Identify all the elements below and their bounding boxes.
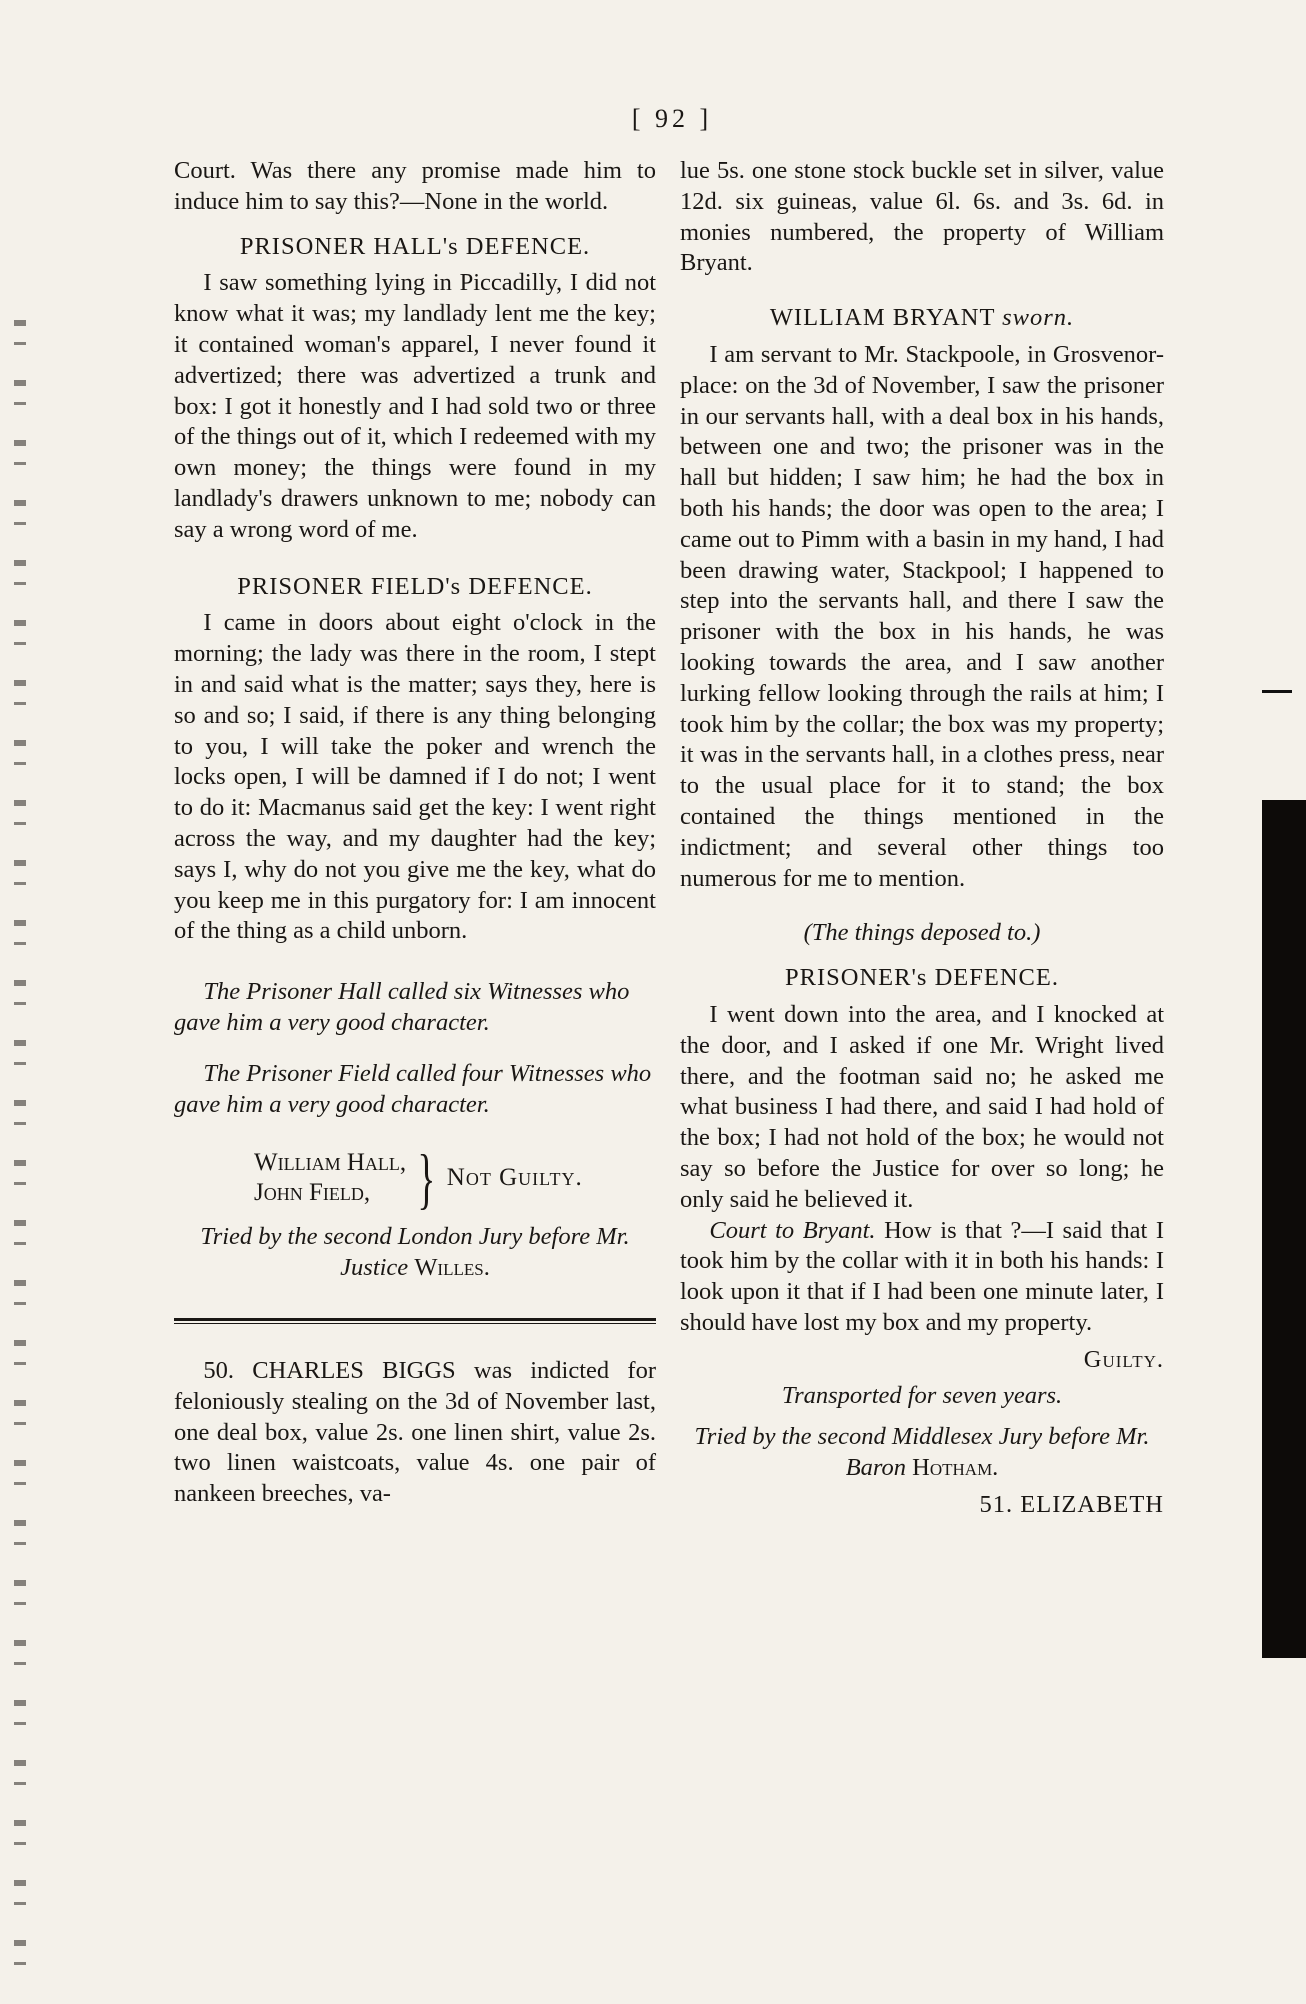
right-column — [680, 156, 1164, 1521]
left-column — [174, 156, 656, 1510]
judge-name: Willes. — [414, 1254, 490, 1282]
court-to-bryant-text: How is that ?—I said that I took him by the collar with it in both his hands: I look upon it that if I had been one minute later, I should have lost my box and my property. — [680, 1216, 1165, 1336]
witness-name: WILLIAM BRYANT — [769, 304, 996, 332]
defendant-name: John Field, — [254, 1179, 371, 1207]
defendant-names — [254, 1148, 406, 1208]
field-witnesses-note: The Prisoner Field called four Witnesses who gave him a very good character. — [174, 1059, 652, 1118]
trial-line: Tried by the second London Jury before Mr. — [200, 1223, 630, 1251]
field-defence-text: I came in doors about eight o'clock in the morning; the lady was there in the room, I stept in and said what is the matter; says they, here is so and so; I said, if there is any thing belonging to you, I will take the poker and wrench the locks open, I will be damned if I do not; I went to do it: Macmanus said get the key: I went right across the way, and my daughter had the key; says I, why do not you give me the key, what do you keep me in this purgatory for: I am innocent of the thing as a child unborn. — [174, 609, 656, 945]
court-question: Court. Was there any promise made him to induce him to say this?—None in the world. — [174, 157, 656, 215]
catchword: 51. ELIZABETH — [979, 1490, 1164, 1518]
hall-defence-heading: PRISONER HALL's DEFENCE. — [239, 232, 591, 260]
court-to-bryant — [680, 1216, 1164, 1339]
defendant-name: William Hall, — [254, 1149, 407, 1177]
verdict-block — [254, 1140, 656, 1217]
sentence: Transported for seven years. — [781, 1382, 1063, 1410]
witness-testimony: I am servant to Mr. Stackpoole, in Grosvenor-place: on the 3d of November, I saw the prisoner in our servants hall, with a deal box in his hands, between one and two; the prisoner was in the hall but hidden; I saw him; he had the box in both his hands; the door was open to the area; I came out to Pimm with a basin in my hand, I had been drawing water, Stackpool; I happened to step into the servants hall, and there I saw the prisoner with the box in his hands, he was looking towards the area, and I saw another lurking fellow looking through the rails at him; I took him by the collar; the box was my property; it was in the servants hall, in a clothes press, near to the usual place for it to stand; the box contained the things mentioned in the indictment; and several other things too numerous for me to mention. — [680, 340, 1164, 892]
page-number: [ 92 ] — [631, 104, 713, 133]
case-50-text: 50. CHARLES BIGGS was indicted for feloniously stealing on the 3d of November last, one deal box, value 2s. one linen shirt, value 2s. two linen waistcoats, value 4s. one pair of nankeen breeches, va- — [174, 1356, 656, 1508]
trial-line-judge — [174, 1253, 656, 1284]
prisoner-defence-text: I went down into the area, and I knocked at the door, and I asked if one Mr. Wright lived there, and the footman said no; he asked me what business I had there, and said I had hold of the box; I had not hold of the box; he would not say so before the Justice for over so long; he only said he believed it. — [680, 1000, 1164, 1213]
trial-line-judge — [680, 1453, 1164, 1484]
verdict-guilty: Guilty. — [1083, 1345, 1164, 1373]
scan-edge-bar — [1262, 800, 1306, 1658]
section-divider — [174, 1318, 656, 1324]
brace-symbol: } — [417, 1140, 436, 1217]
hall-defence-text: I saw something lying in Piccadilly, I did not know what it was; my landlady lent me the key; it contained woman's apparel, I never found it advertized; there was advertized a trunk and box: I got it honestly and I had sold two or three of the things out of it, which I redeemed with my own money; the things were found in my landlady's drawers unknown to me; nobody can say a wrong word of me. — [174, 269, 656, 543]
scan-edge-dash — [1262, 690, 1292, 693]
judge-title: Baron — [845, 1454, 907, 1482]
hall-witnesses-note: The Prisoner Hall called six Witnesses who gave him a very good character. — [174, 978, 630, 1036]
field-defence-heading: PRISONER FIELD's DEFENCE. — [237, 572, 593, 600]
case-50-continuation: lue 5s. one stone stock buckle set in silver, value 12d. six guineas, value 6l. 6s. and 3s. 6d. in monies numbered, the property of William Bryant. — [680, 157, 1164, 277]
scan-edge-marks — [14, 320, 26, 1970]
judge-name: Hotham. — [912, 1454, 999, 1482]
prisoner-defence-heading: PRISONER's DEFENCE. — [785, 964, 1059, 992]
judge-title: Justice — [340, 1254, 409, 1282]
witness-sworn: sworn. — [1002, 304, 1075, 332]
trial-line: Tried by the second Middlesex Jury before Mr. — [694, 1423, 1150, 1451]
witness-heading — [680, 303, 1164, 334]
things-deposed-note: (The things deposed to.) — [803, 919, 1041, 947]
verdict-not-guilty: Not Guilty. — [446, 1164, 583, 1192]
court-to-bryant-label: Court to Bryant. — [709, 1216, 876, 1244]
